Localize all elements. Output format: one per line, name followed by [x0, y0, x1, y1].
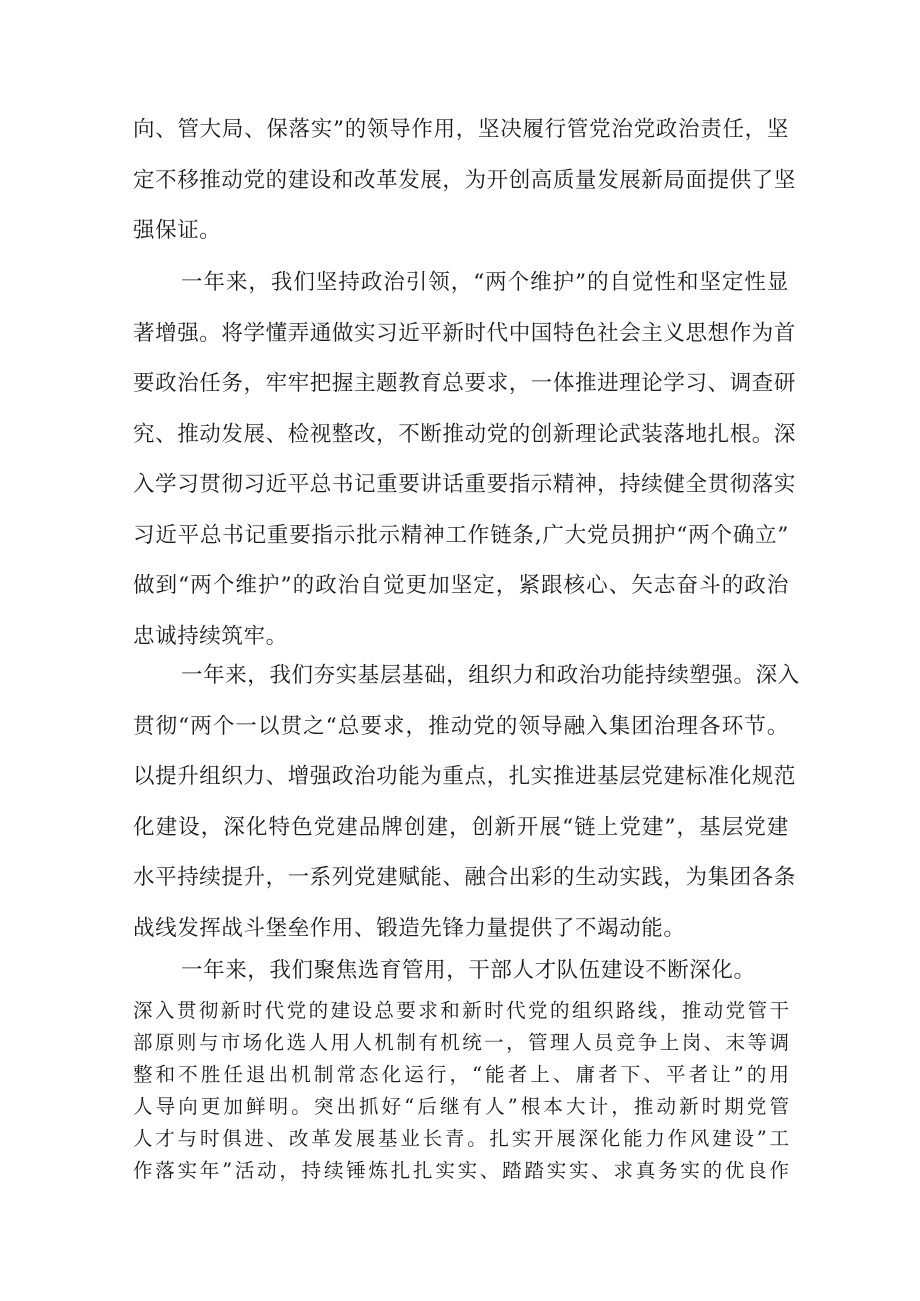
text-line: 部原则与市场化选人用人机制有机统一，管理人员竞争上岗、末等调 — [133, 1031, 789, 1054]
text-line: 强保证。 — [133, 218, 222, 243]
text-line: 忠诚持续筑牢。 — [133, 623, 288, 649]
text-line: 贯彻“两个一以贯之“总要求，推动党的领导融入集团治理各环节。 — [133, 713, 789, 739]
paragraph-grassroots-foundation — [133, 651, 800, 954]
text-line: 一年来，我们坚持政治引领，“两个维护”的自觉性和坚定性显 — [181, 270, 789, 295]
text-line: 要政治任务，牢牢把握主题教育总要求，一体推进理论学习、调查研 — [133, 371, 797, 396]
text-line: 人才与时俱进、改革发展基业长青。扎实开展深化能力作风建设”工 — [133, 1127, 789, 1150]
text-line: 定不移推动党的建设和改革发展，为开创高质量发展新局面提供了坚 — [133, 167, 797, 193]
text-line: 入学习贯彻习近平总书记重要讲话重要指示精神，持续健全贯彻落实 — [133, 472, 797, 497]
text-line: 深入贯彻新时代党的建设总要求和新时代党的组织路线，推动党管干 — [133, 999, 789, 1022]
text-line: 著增强。将学懂弄通做实习近平新时代中国特色社会主义思想作为首 — [133, 320, 797, 346]
text-line: 以提升组织力、增强政治功能为重点，扎实推进基层党建标准化规范 — [133, 764, 797, 789]
text-line: 作落实年”活动，持续锤炼扎扎实实、踏踏实实、求真务实的优良作 — [133, 1159, 789, 1182]
text-line: 做到“两个维护”的政治自觉更加坚定，紧跟核心、矢志奋斗的政治 — [133, 573, 789, 598]
paragraph-cadre-heading — [133, 946, 789, 997]
text-line: 化建设，深化特色党建品牌创建，创新开展“链上党建”，基层党建 — [133, 814, 789, 840]
text-line: 向、管大局、保落实”的领导作用，坚决履行管党治党政治责任，坚 — [133, 117, 789, 142]
text-line: 一年来，我们聚焦选育管用，干部人才队伍建设不断深化。 — [181, 958, 756, 983]
paragraph-political-guidance — [133, 258, 797, 662]
paragraph-cadre-details — [133, 995, 789, 1187]
text-line: 习近平总书记重要指示批示精神工作链条,广大党员拥护“两个确立” — [133, 522, 789, 548]
text-line: 一年来，我们夯实基层基础，组织力和政治功能持续塑强。深入 — [181, 663, 800, 688]
text-line: 人导向更加鲜明。突出抓好“后继有人”根本大计，推动新时期党管 — [133, 1095, 789, 1118]
paragraph-leadership-role — [133, 105, 797, 257]
text-line: 战线发挥战斗堡垒作用、锻造先锋力量提供了不竭动能。 — [133, 915, 686, 941]
text-line: 究、推动发展、检视整改，不断推动党的创新理论武装落地扎根。深 — [133, 421, 797, 447]
text-line: 整和不胜任退出机制常态化运行，“能者上、庸者下、平者让”的用 — [133, 1063, 789, 1086]
text-line: 水平持续提升，一系列党建赋能、融合出彩的生动实践，为集团各条 — [133, 865, 797, 890]
